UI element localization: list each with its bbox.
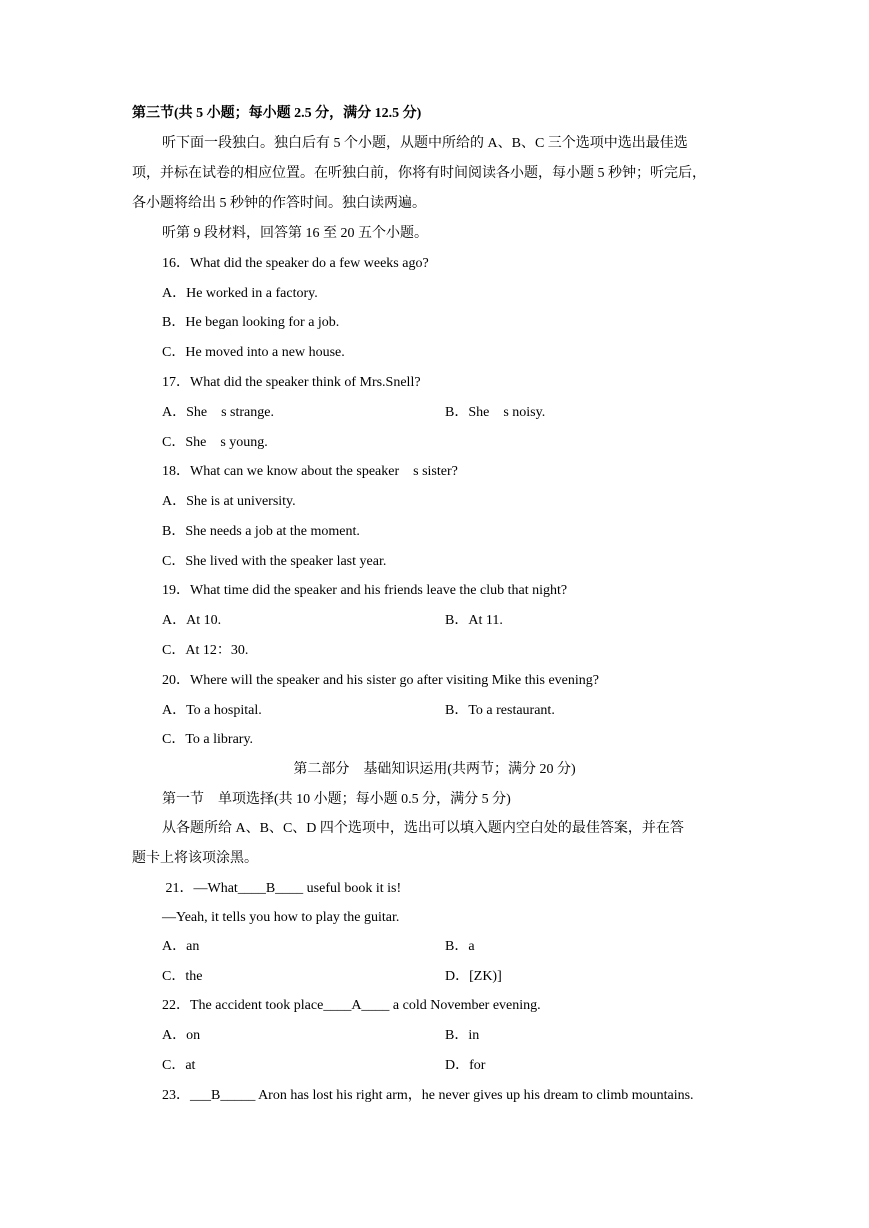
question-16-stem: 16．What did the speaker do a few weeks ago? — [162, 256, 429, 271]
question-20-option-c: C．To a library. — [162, 732, 254, 747]
question-19-option-c: C．At 12：30. — [162, 643, 249, 658]
question-21-option-a: A．an — [162, 939, 200, 954]
question-18-option-a: A．She is at university. — [162, 494, 296, 509]
question-17-stem: 17．What did the speaker think of Mrs.Snell? — [162, 375, 421, 390]
question-19-stem: 19．What time did the speaker and his friends leave the club that night? — [162, 583, 568, 598]
question-21-option-d: D．[ZK)] — [445, 969, 502, 984]
question-21-stem: 21．—What____B____ useful book it is! — [162, 881, 402, 896]
section3-title: 第三节(共 5 小题；每小题 2.5 分，满分 12.5 分) — [132, 106, 422, 121]
part2-instruction: 从各题所给 A、B、C、D 四个选项中，选出可以填入题内空白处的最佳答案，并在答 — [162, 821, 684, 836]
section3-instruction: 项，并标在试卷的相应位置。在听独白前，你将有时间阅读各小题，每小题 5 秒钟；听完后， — [132, 166, 706, 181]
question-21-option-b: B．a — [445, 939, 475, 954]
question-22-stem: 22．The accident took place____A____ a cold November evening. — [162, 998, 541, 1013]
question-20-option-a: A．To a hospital. — [162, 703, 262, 718]
question-18-option-b: B．She needs a job at the moment. — [162, 524, 360, 539]
question-23-stem: 23．___B_____ Aron has lost his right arm，he never gives up his dream to climb mountains. — [162, 1088, 694, 1103]
part2-title: 第二部分 基础知识运用(共两节；满分 20 分) — [293, 762, 576, 777]
question-18-option-c: C．She lived with the speaker last year. — [162, 554, 387, 569]
question-20-stem: 20．Where will the speaker and his sister go after visiting Mike this evening? — [162, 673, 600, 688]
part2-section1-title: 第一节 单项选择(共 10 小题；每小题 0.5 分，满分 5 分) — [162, 792, 511, 807]
question-22-option-a: A．on — [162, 1028, 201, 1043]
question-17-option-a: A．She s strange. — [162, 405, 274, 420]
question-18-stem: 18．What can we know about the speaker s sister? — [162, 464, 458, 479]
question-19-option-a: A．At 10. — [162, 613, 222, 628]
section3-instruction: 听下面一段独白。独白后有 5 个小题，从题中所给的 A、B、C 三个选项中选出最佳选 — [162, 136, 688, 151]
question-16-option-a: A．He worked in a factory. — [162, 286, 318, 301]
question-20-option-b: B．To a restaurant. — [445, 703, 555, 718]
question-17-option-c: C．She s young. — [162, 435, 268, 450]
part2-instruction: 题卡上将该项涂黑。 — [132, 851, 258, 866]
question-16-option-b: B．He began looking for a job. — [162, 315, 340, 330]
question-22-option-d: D．for — [445, 1058, 486, 1073]
section3-instruction: 各小题将给出 5 秒钟的作答时间。独白读两遍。 — [132, 196, 426, 211]
material-note: 听第 9 段材料，回答第 16 至 20 五个小题。 — [162, 226, 428, 241]
question-21-stem-reply: —Yeah, it tells you how to play the guitar. — [162, 910, 400, 925]
question-17-option-b: B．She s noisy. — [445, 405, 546, 420]
question-21-option-c: C．the — [162, 969, 203, 984]
question-22-option-b: B．in — [445, 1028, 480, 1043]
question-22-option-c: C．at — [162, 1058, 196, 1073]
question-19-option-b: B．At 11. — [445, 613, 503, 628]
question-16-option-c: C．He moved into a new house. — [162, 345, 345, 360]
